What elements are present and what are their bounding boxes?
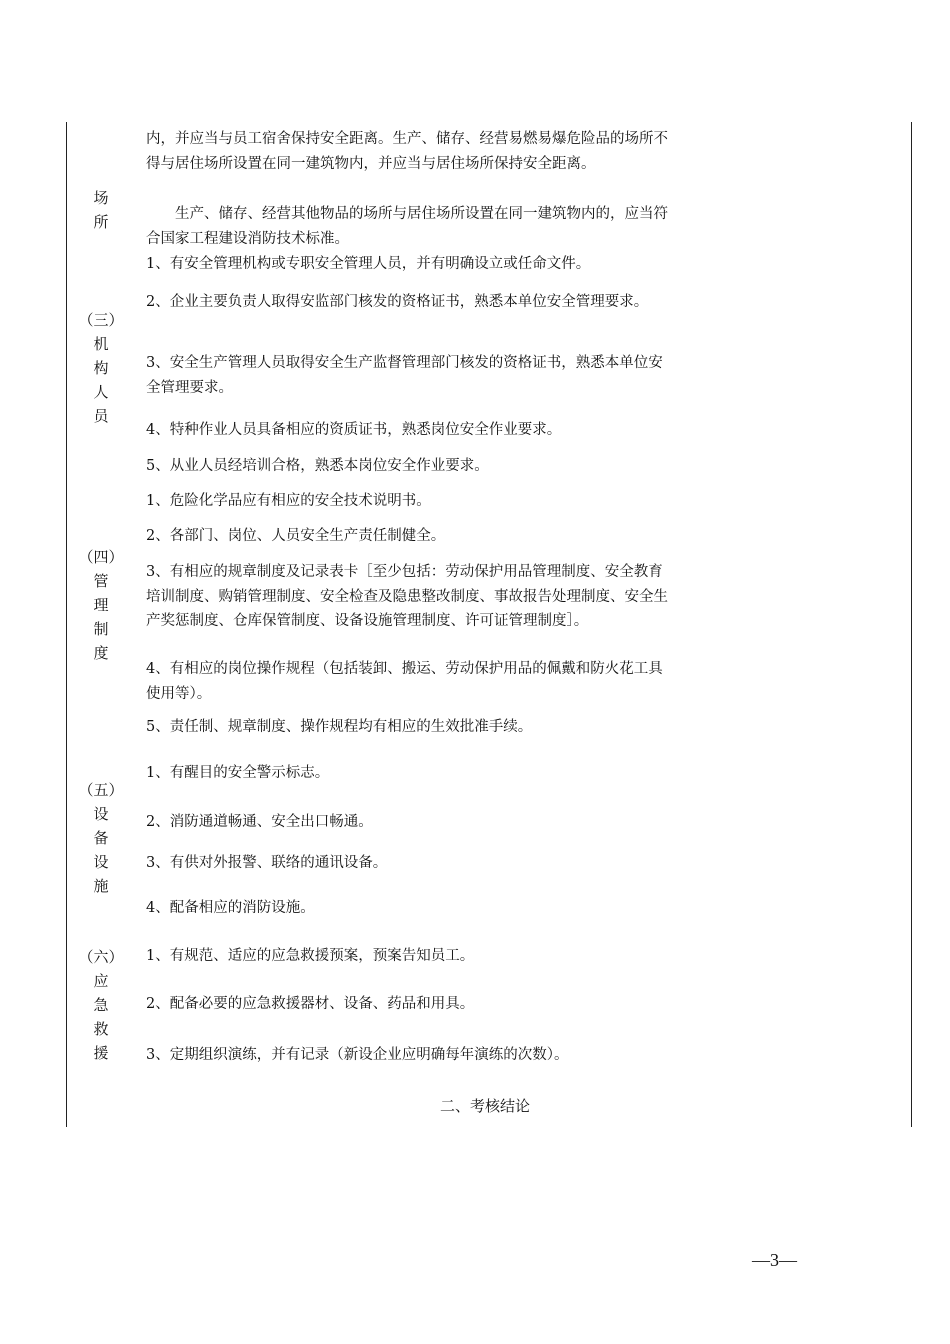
mgmt-item-2: 2、各部门、岗位、人员安全生产责任制健全。 [146, 528, 446, 544]
mgmt-item-5: 5、责任制、规章制度、操作规程均有相应的生效批准手续。 [146, 719, 533, 735]
category-char: 急 [93, 996, 109, 1014]
org-item-5: 5、从业人员经培训合格，熟悉本岗位安全作业要求。 [146, 458, 489, 474]
mgmt-item-1: 1、危险化学品应有相应的安全技术说明书。 [146, 493, 431, 509]
org-item-4: 4、特种作业人员具备相应的资质证书，熟悉岗位安全作业要求。 [146, 422, 562, 438]
conclusion-heading: 二、考核结论 [440, 1097, 531, 1115]
page-number: —3— [752, 1250, 797, 1270]
category-number: （六） [78, 948, 124, 966]
category-char: 应 [93, 972, 109, 990]
category-char: 救 [93, 1020, 109, 1038]
mgmt-item-4: 4、有相应的岗位操作规程（包括装卸、搬运、劳动保护用品的佩戴和防火花工具使用等）。 [146, 661, 663, 702]
org-item-3: 3、安全生产管理人员取得安全生产监督管理部门核发的资格证书，熟悉本单位安全管理要求。 [146, 355, 663, 396]
org-item-2: 2、企业主要负责人取得安监部门核发的资格证书，熟悉本单位安全管理要求。 [146, 294, 649, 310]
equip-item-2: 2、消防通道畅通、安全出口畅通。 [146, 814, 373, 830]
emer-item-1: 1、有规范、适应的应急救援预案，预案告知员工。 [146, 948, 475, 964]
emer-item-3: 3、定期组织演练，并有记录（新设企业应明确每年演练的次数）。 [146, 1047, 569, 1063]
category-char: 构 [93, 359, 109, 377]
category-char: 设 [93, 805, 109, 823]
equip-item-1: 1、有醒目的安全警示标志。 [146, 765, 330, 781]
place-paragraph-2: 生产、储存、经营其他物品的场所与居住场所设置在同一建筑物内的，应当符合国家工程建设消防技术标准。 [146, 206, 668, 247]
category-char: 机 [93, 335, 109, 353]
category-char: 度 [93, 644, 109, 662]
category-number: （五） [78, 781, 124, 799]
category-char: 管 [93, 572, 109, 590]
org-item-1: 1、有安全管理机构或专职安全管理人员，并有明确设立或任命文件。 [146, 256, 591, 272]
category-char: 备 [93, 829, 109, 847]
category-char: 人 [93, 383, 109, 401]
category-char: 设 [93, 853, 109, 871]
category-char: 施 [93, 877, 109, 895]
mgmt-item-3: 3、有相应的规章制度及记录表卡［至少包括：劳动保护用品管理制度、安全教育培训制度、购销管理制度、安全检查及隐患整改制度、事故报告处理制度、安全生产奖惩制度、仓库保管制度、设备设施管理制度、许可证管理制度］。 [146, 564, 668, 629]
place-paragraph-1: 内，并应当与员工宿舍保持安全距离。生产、储存、经营易燃易爆危险品的场所不得与居住场所设置在同一建筑物内，并应当与居住场所保持安全距离。 [146, 131, 668, 172]
category-char: 援 [93, 1044, 109, 1062]
category-equipment [76, 778, 126, 898]
category-number: （三） [78, 311, 124, 329]
equip-item-3: 3、有供对外报警、联络的通讯设备。 [146, 855, 388, 871]
category-number: （四） [78, 548, 124, 566]
emer-item-2: 2、配备必要的应急救援器材、设备、药品和用具。 [146, 996, 475, 1012]
category-emergency [76, 945, 126, 1065]
table-right-border [911, 122, 912, 1127]
category-organization [76, 308, 126, 428]
table-left-border [66, 122, 67, 1127]
category-management [76, 545, 126, 665]
category-char: 所 [93, 213, 109, 231]
category-place [76, 186, 126, 234]
category-char: 制 [93, 620, 109, 638]
category-char: 理 [93, 596, 109, 614]
category-char: 场 [93, 189, 109, 207]
equip-item-4: 4、配备相应的消防设施。 [146, 900, 315, 916]
category-char: 员 [93, 407, 109, 425]
